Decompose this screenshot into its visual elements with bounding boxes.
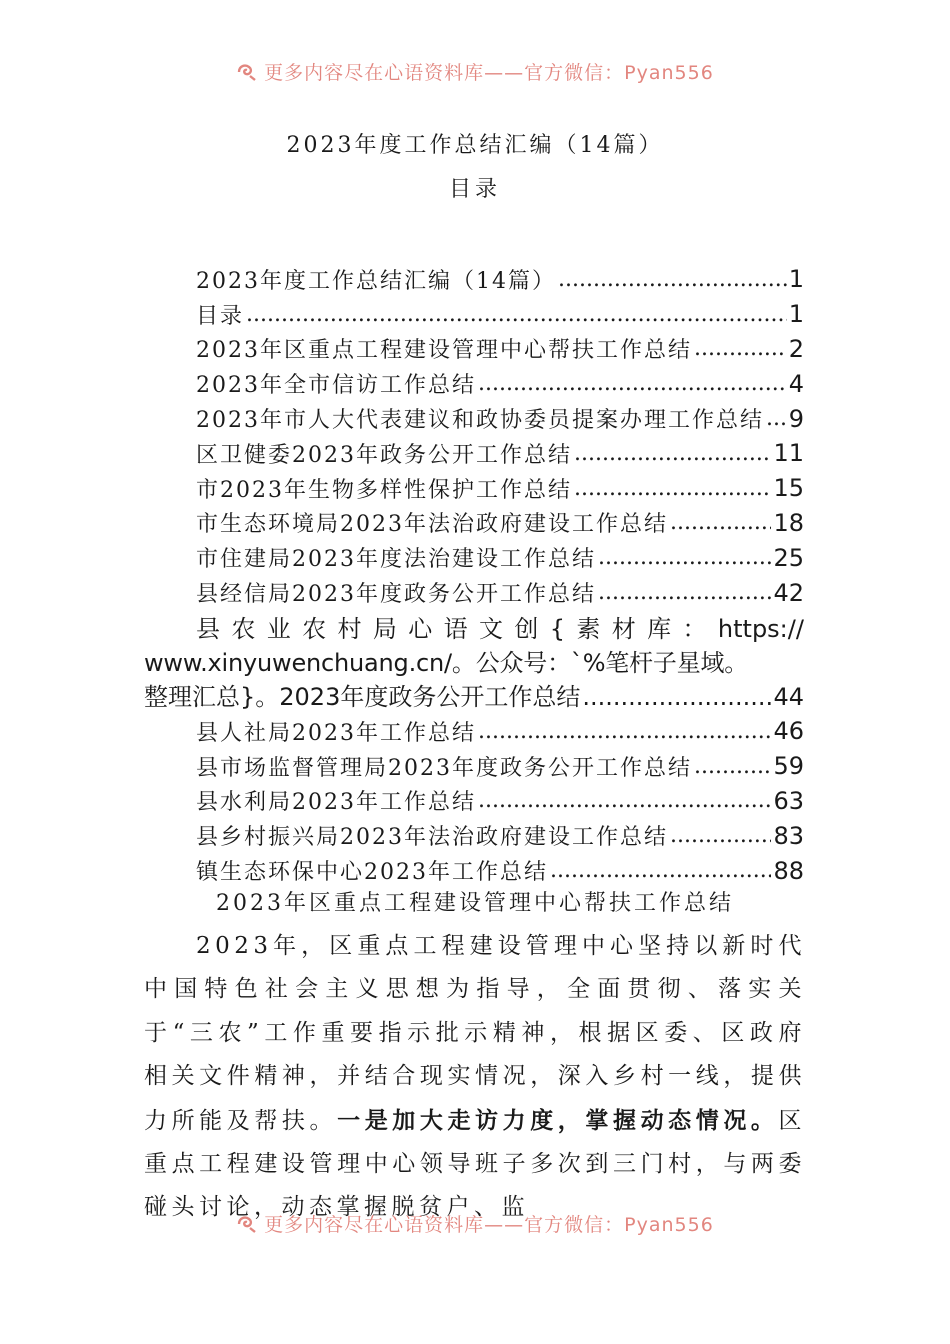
- watermark-text: 更多内容尽在心语资料库——官方微信：Pyan556: [264, 1214, 714, 1236]
- toc-entry[interactable]: 市2023年生物多样性保护工作总结 ..... 15: [196, 471, 804, 506]
- logo-icon: [236, 62, 258, 82]
- toc-special-line3: 整理汇总}。2023年度政务公开工作总结 ..... 44: [144, 680, 804, 714]
- section-title: 2023年区重点工程建设管理中心帮扶工作总结: [216, 891, 734, 916]
- table-of-contents-continued: [196, 714, 804, 888]
- document-title: 2023年度工作总结汇编（14篇）: [286, 133, 664, 158]
- toc-heading: 目录: [448, 177, 501, 202]
- toc-entry-special[interactable]: [144, 612, 804, 714]
- watermark-top: [0, 58, 950, 85]
- paragraph: 2023年，区重点工程建设管理中心坚持以新时代中国特色社会主义思想为指导，全面贯彻、落实关于“三农”工作重要指示批示精神，根据区委、区政府相关文件精神，并结合现实情况，深入乡村一线，提供力所能及帮扶。一是加大走访力度，掌握动态情况。区重点工程建设管理中心领导班子多次到三门村，与两委碰头讨论，动态掌握脱贫户、监: [144, 933, 807, 1221]
- toc-entry[interactable]: 2023年全市信访工作总结 ..... 4: [196, 366, 804, 401]
- watermark-text: 更多内容尽在心语资料库——官方微信：Pyan556: [264, 62, 714, 84]
- toc-entry[interactable]: 2023年区重点工程建设管理中心帮扶工作总结 ..... 2: [196, 332, 804, 367]
- toc-entry[interactable]: 区卫健委2023年政务公开工作总结 ..... 11: [196, 436, 804, 471]
- toc-entry[interactable]: 县人社局2023年工作总结 ..... 46: [196, 714, 804, 749]
- section-body: [144, 925, 806, 1230]
- toc-entry[interactable]: 县水利局2023年工作总结 ..... 63: [196, 784, 804, 819]
- toc-entry[interactable]: 县市场监督管理局2023年度政务公开工作总结 ..... 59: [196, 749, 804, 784]
- toc-entry[interactable]: 市住建局2023年度法治建设工作总结 ..... 25: [196, 540, 804, 575]
- toc-entry[interactable]: 县乡村振兴局2023年法治政府建设工作总结 ..... 83: [196, 818, 804, 853]
- toc-special-line2: www.xinyuwenchuang.cn/。公众号：`%笔杆子星域。: [144, 649, 749, 677]
- toc-entry[interactable]: 镇生态环保中心2023年工作总结 ..... 88: [196, 853, 804, 888]
- watermark-bottom: [0, 1210, 950, 1237]
- toc-entry[interactable]: 2023年度工作总结汇编（14篇） ..... 1: [196, 262, 804, 297]
- toc-entry[interactable]: 县经信局2023年度政务公开工作总结 ..... 42: [196, 575, 804, 610]
- toc-entry[interactable]: 2023年市人大代表建议和政协委员提案办理工作总结 ..... 9: [196, 401, 804, 436]
- table-of-contents: [196, 262, 804, 610]
- toc-special-line1: 县 农 业 农 村 局 心 语 文 创 { 素 材 库 ： https://: [196, 615, 804, 643]
- bold-heading: 一是加大走访力度，掌握动态情况。: [337, 1106, 779, 1134]
- toc-entry[interactable]: 目录 ..... 1: [196, 297, 804, 332]
- logo-icon: [236, 1214, 258, 1234]
- toc-entry[interactable]: 市生态环境局2023年法治政府建设工作总结 ..... 18: [196, 506, 804, 541]
